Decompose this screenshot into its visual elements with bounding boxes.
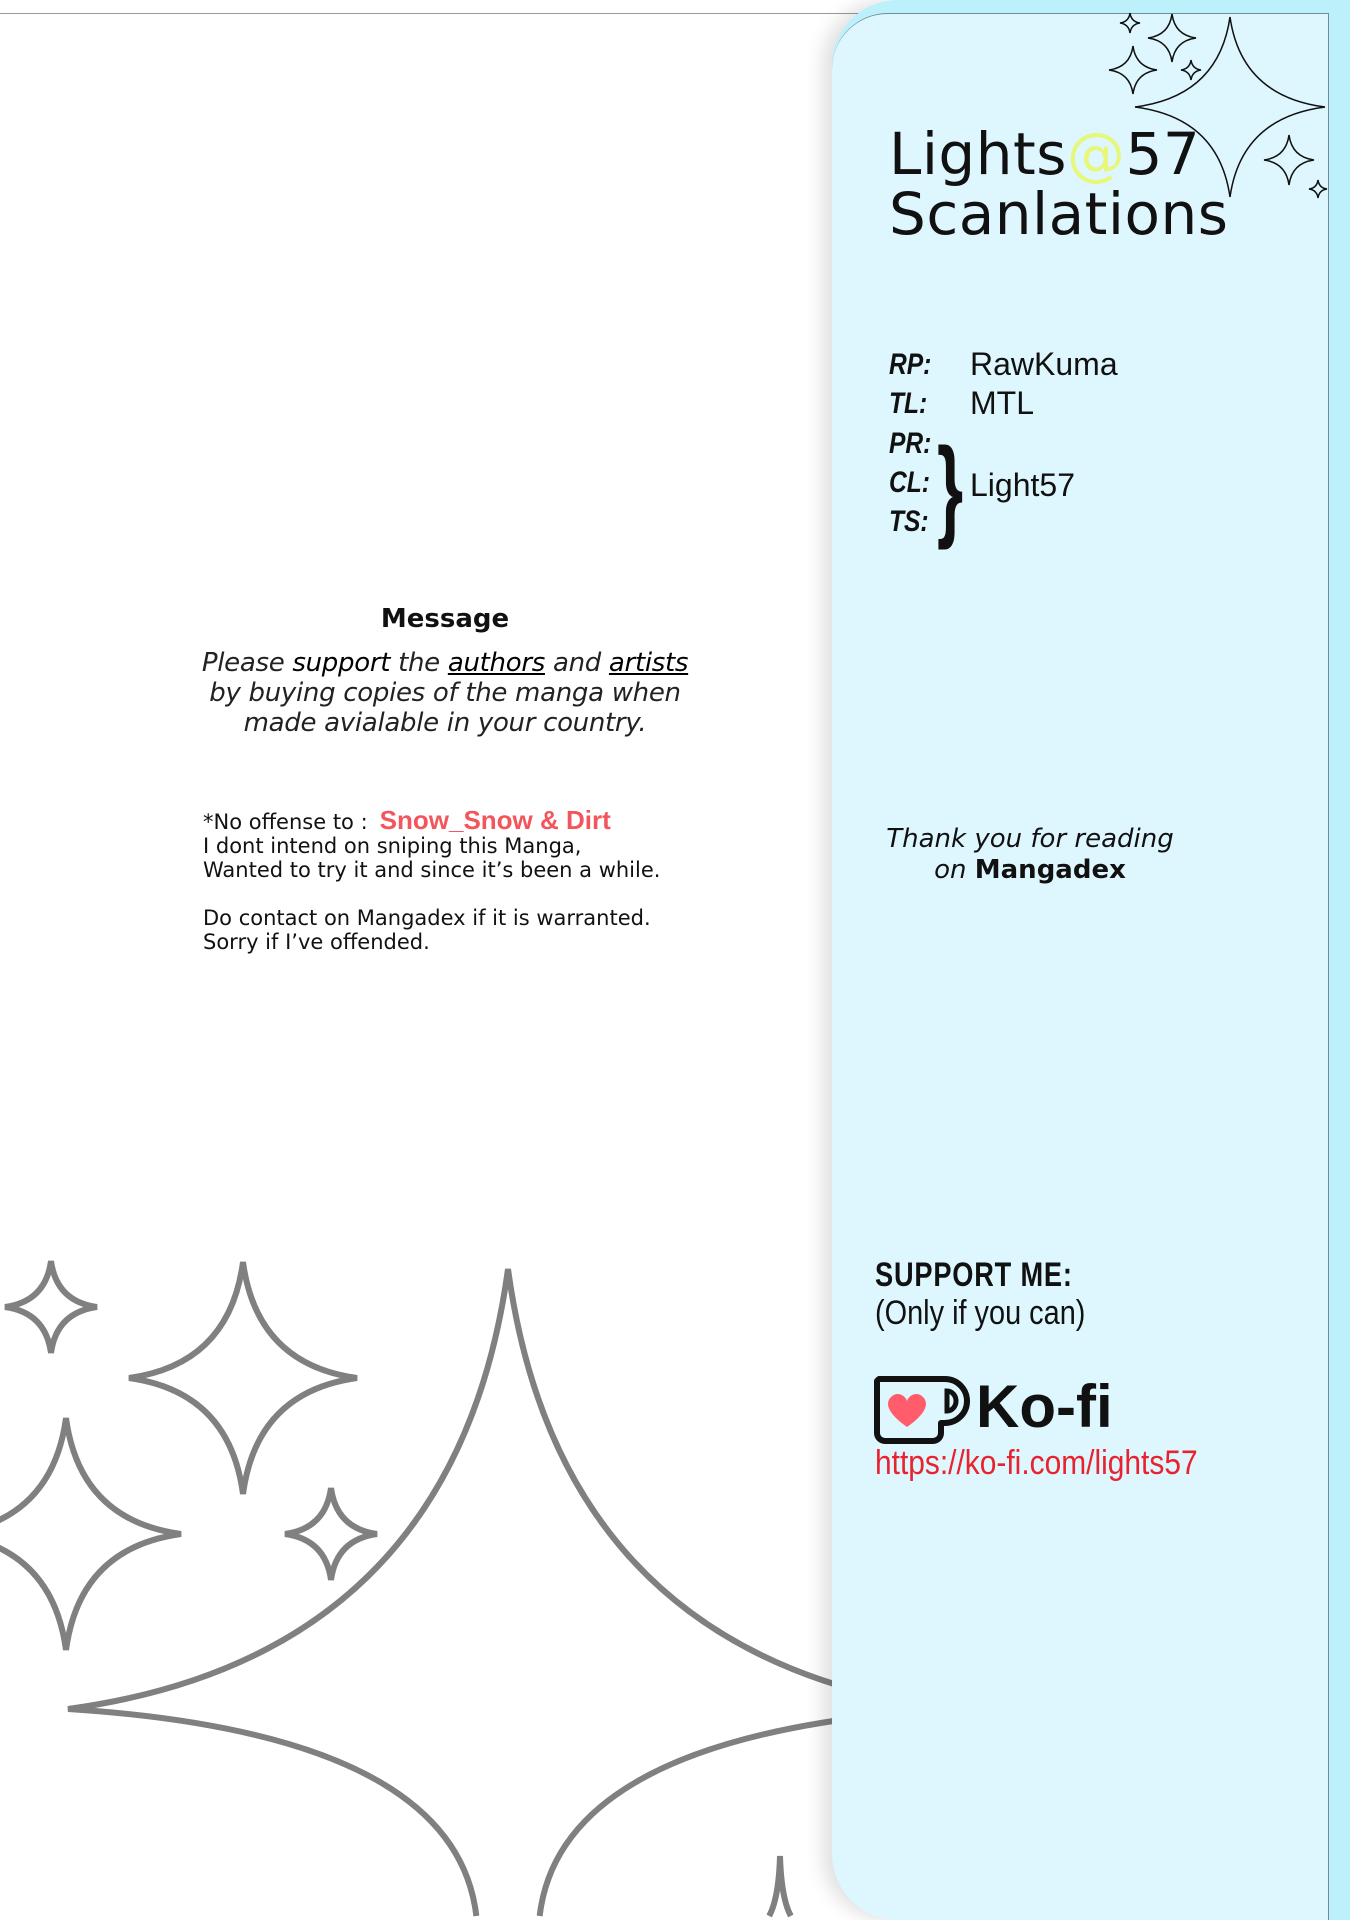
sparkle-icon xyxy=(1148,14,1196,62)
msg-word: the xyxy=(398,648,440,678)
support-heading: SUPPORT ME: xyxy=(875,1256,1073,1294)
title-at: @ xyxy=(1066,120,1126,188)
group-title xyxy=(889,120,1229,248)
credit-value-light57: Light57 xyxy=(970,467,1075,503)
sparkle-icon xyxy=(68,1269,948,1916)
credit-label-cl: CL: xyxy=(889,466,930,499)
credit-label-tl: TL: xyxy=(889,387,928,420)
credits-panel xyxy=(832,13,1329,1920)
msg-word-authors: authors xyxy=(447,648,545,678)
msg-word: and xyxy=(552,648,601,678)
sparkle-icon xyxy=(129,1262,357,1494)
sparkle-icon xyxy=(0,1418,181,1650)
msg-line: by buying copies of the manga when xyxy=(209,678,681,708)
sparkle-icon xyxy=(1264,135,1314,185)
thanks-site: Mangadex xyxy=(974,855,1126,885)
note-line: Wanted to try it and since it’s been a while. xyxy=(203,858,661,882)
kofi-link[interactable]: https://ko-fi.com/lights57 xyxy=(875,1444,1198,1482)
sparkle-icon xyxy=(5,1261,97,1353)
sparkle-icon xyxy=(1120,13,1140,33)
msg-word: Please xyxy=(201,648,285,678)
title-scanlations: Scanlations xyxy=(889,180,1229,248)
thanks-message xyxy=(860,824,1200,886)
msg-word-artists: artists xyxy=(608,648,689,678)
note-line: Do contact on Mangadex if it is warranted. xyxy=(203,906,651,930)
offense-note xyxy=(203,805,661,954)
support-subtext: (Only if you can) xyxy=(875,1294,1086,1332)
credit-value-tl: MTL xyxy=(970,385,1034,421)
sparkle-icon xyxy=(769,1856,791,1916)
offense-prefix: *No offense to : xyxy=(203,810,368,834)
credit-label-ts: TS: xyxy=(889,505,929,538)
sparkle-icon xyxy=(1309,180,1327,198)
message-body xyxy=(145,648,745,738)
note-line: Sorry if I’ve offended. xyxy=(203,930,430,954)
title-lights: Lights xyxy=(889,120,1067,188)
credit-label-pr: PR: xyxy=(889,427,932,460)
sparkle-icon xyxy=(285,1488,377,1580)
message-title: Message xyxy=(380,604,510,634)
title-57: 57 xyxy=(1125,120,1201,188)
kofi-label: Ko-fi xyxy=(976,1373,1113,1440)
brace-icon: } xyxy=(937,425,964,550)
thanks-on: on xyxy=(934,855,967,885)
sparkle-icon xyxy=(1109,46,1157,94)
note-line: I dont intend on sniping this Manga, xyxy=(203,834,582,858)
thanks-line: Thank you for reading xyxy=(886,824,1174,854)
credit-value-rp: RawKuma xyxy=(970,346,1118,382)
kofi-cup-icon xyxy=(873,1375,973,1445)
offense-target: Snow_Snow & Dirt xyxy=(379,805,611,835)
credit-label-rp: RP: xyxy=(889,348,932,381)
sparkle-icon xyxy=(1181,60,1201,80)
msg-line: made avialable in your country. xyxy=(243,708,647,738)
msg-word-support: support xyxy=(292,648,391,678)
